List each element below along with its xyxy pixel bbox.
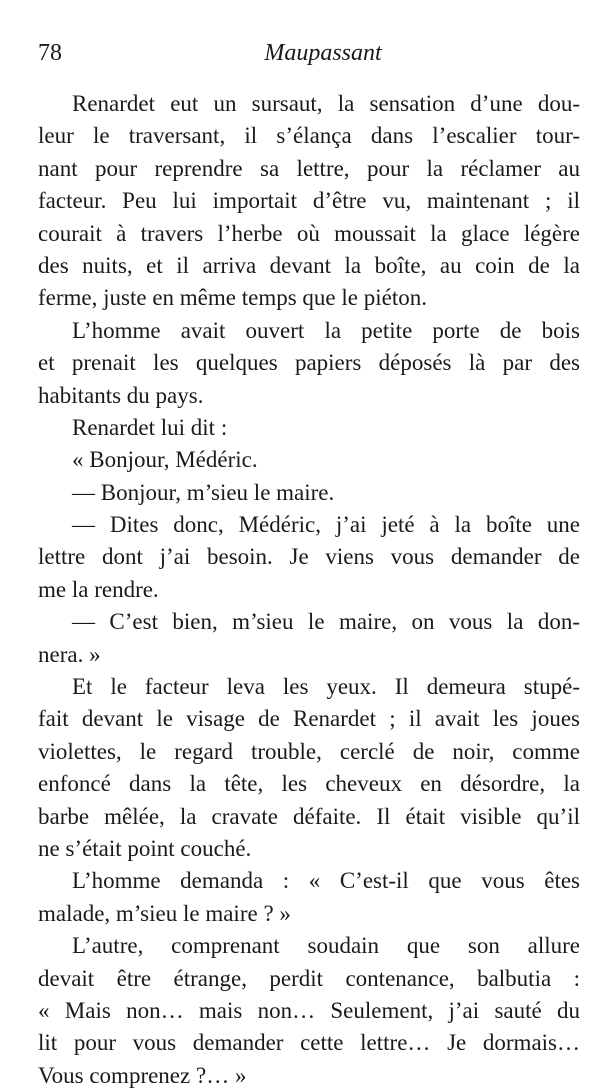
running-head: Maupassant [264,40,382,66]
text-line: violettes, le regard trouble, cerclé de noir, comme [38,738,580,764]
text-line: L’homme demanda : « C’est-il que vous êtes [72,868,580,894]
text-line: L’homme avait ouvert la petite porte de bois [72,317,580,343]
text-line: fait devant le visage de Renardet ; il avait les joues [38,706,580,732]
text-line: des nuits, et il arriva devant la boîte, au coin de la [38,252,580,278]
text-line: nant pour reprendre sa lettre, pour la réclamer au [38,155,580,181]
text-line: leur le traversant, il s’élança dans l’escalier tour- [38,123,580,149]
text-line: ne s’était point couché. [38,835,252,861]
text-line: ferme, juste en même temps que le piéton. [38,285,427,311]
text-line: nera. » [38,641,101,667]
text-line: — Bonjour, m’sieu le maire. [72,479,335,505]
text-line: « Bonjour, Médéric. [72,447,258,473]
text-line: habitants du pays. [38,382,204,408]
text-line: courait à travers l’herbe où moussait la glace légère [38,220,580,246]
text-line: Renardet lui dit : [72,414,228,440]
text-line: lettre dont j’ai besoin. Je viens vous demander de [38,544,580,570]
page-header [38,36,574,70]
text-line: « Mais non… mais non… Seulement, j’ai sauté du [38,997,580,1023]
text-line: Et le facteur leva les yeux. Il demeura stupé- [72,674,580,700]
text-line: barbe mêlée, la cravate défaite. Il était visible qu’il [38,803,580,829]
body-text [38,88,580,1092]
text-line: — Dites donc, Médéric, j’ai jeté à la boîte une [72,512,580,538]
text-line: malade, m’sieu le maire ? » [38,900,291,926]
text-line: devait être étrange, perdit contenance, balbutia : [38,965,580,991]
text-line: lit pour vous demander cette lettre… Je dormais… [38,1030,580,1056]
text-line: et prenait les quelques papiers déposés là par des [38,350,580,376]
text-line: facteur. Peu lui importait d’être vu, maintenant ; il [38,188,580,214]
text-line: Vous comprenez ?… » [38,1062,247,1088]
text-line: — C’est bien, m’sieu le maire, on vous la don- [72,609,580,635]
text-line: enfoncé dans la tête, les cheveux en désordre, la [38,771,580,797]
page-number: 78 [38,40,62,66]
text-line: me la rendre. [38,576,159,602]
text-line: L’autre, comprenant soudain que son allure [72,933,580,959]
text-line: Renardet eut un sursaut, la sensation d’une dou- [72,91,580,116]
